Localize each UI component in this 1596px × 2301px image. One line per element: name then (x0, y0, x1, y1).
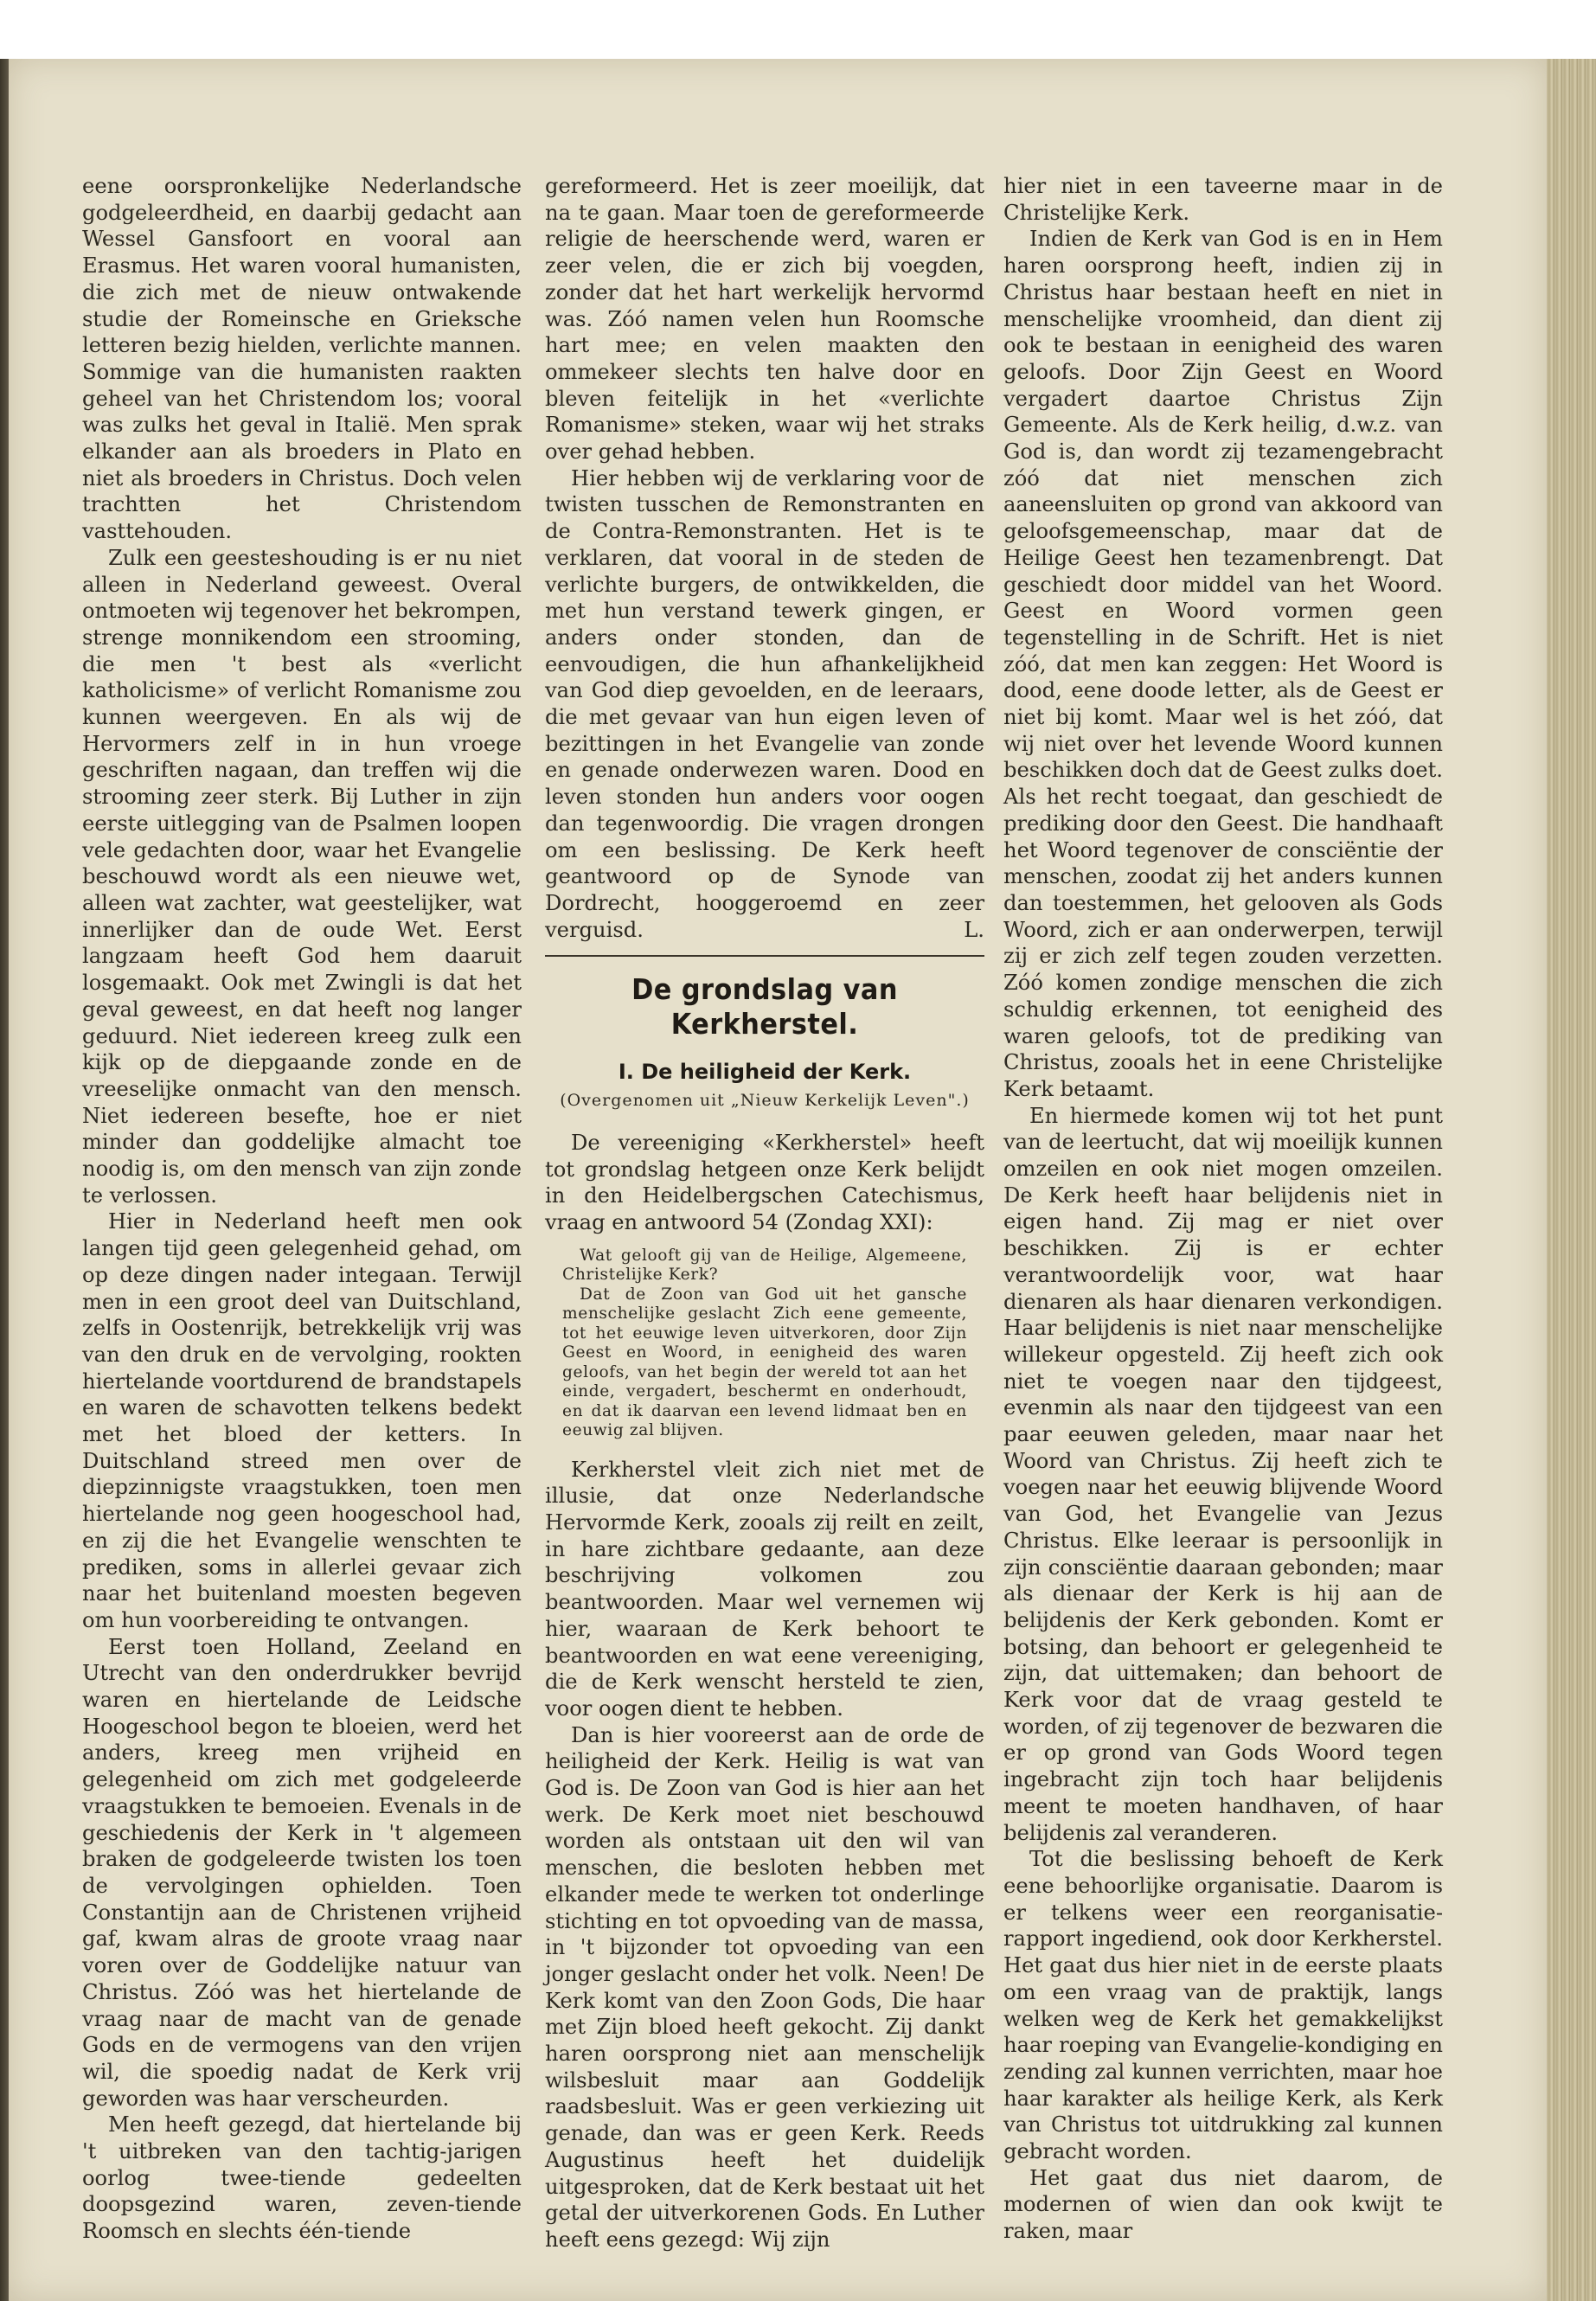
paragraph: En hiermede komen wij tot het punt van de leertucht, dat wij moeilijk kunnen omzeilen en ook niet mogen omzeilen. De Kerk heeft haar belijdenis niet in eigen hand. Zij mag er niet over beschikken. Zij is er echter verantwoordelijk voor, wat haar dienaren als haar dienaren verkondigen. Haar belijdenis is niet naar menschelijke willekeur opgesteld. Zij heeft zich ook niet te voegen naar den tijdgeest, evenmin als naar den tijdgeest van een paar eeuwen geleden, maar naar het Woord van Christus. Zij heeft zich te voegen naar het eeuwig blijvende Woord van God, het Evangelie van Jezus Christus. Elke leeraar is persoonlijk in zijn consciëntie daaraan gebonden; maar als dienaar der Kerk is hij aan de belijdenis der Kerk gebonden. Komt er botsing, dan behoort er gelegenheid te zijn, dat uittemaken; dan behoort de Kerk voor dat de vraag gesteld te worden, of zij tegenover de bezwaren die er op grond van Gods Woord tegen ingebracht zijn toch haar belijdenis meent te moeten handhaven, of haar belijdenis zal veranderen. (1003, 1103, 1443, 1845)
paragraph: hier niet in een taveerne maar in de Christelijke Kerk. (1003, 174, 1443, 225)
catechism-quote (562, 1247, 967, 1441)
article-source: (Overgenomen uit „Nieuw Kerkelijk Leven".) (560, 1091, 970, 1111)
paragraph-text: Hier hebben wij de verklaring voor de twisten tusschen de Remonstranten en de Contra-Remonstranten. Het is te verklaren, dat vooral in de steden de verlichte burgers, de ontwikkelden, die met hun verstand tewerk gingen, er anders onder stonden, dan de eenvoudigen, die hun afhankelijkheid van God diep gevoelden, en de leeraars, die met gevaar van hun eigen leven of bezittingen in het Evangelie van zonde en genade onderwezen waren. Dood en leven stonden hun anders voor oogen dan tegenwoordig. Die vragen drongen om een beslissing. De Kerk heeft geantwoord op de Synode van Dordrecht, hooggeroemd en zeer verguisd. (545, 465, 984, 942)
quote-answer: Dat de Zoon van God uit het gansche menschelijke geslacht Zich eene gemeente, tot het eeuwige leven uitverkoren, door Zijn Geest en Woord, in eenigheid des waren geloofs, van het begin der wereld tot aan het einde, vergadert, beschermt en onderhoudt, en dat ik daarvan een levend lidmaat ben en eeuwig zal blijven. (562, 1285, 967, 1440)
paragraph: gereformeerd. Het is zeer moeilijk, dat na te gaan. Maar toen de gereformeerde religie de heerschende werd, waren er zeer velen, die er zich bij voegden, zonder dat het hart werkelijk hervormd was. Zóó namen velen hun Roomsche hart mee; en velen maakten den ommekeer slechts ten halve door en bleven feitelijk in het «verlichte Romanisme» steken, waar wij het straks over gehad hebben. (545, 174, 984, 465)
section-divider (545, 955, 984, 957)
author-signature: L. (964, 917, 984, 942)
column-3 (1003, 173, 1443, 2245)
paragraph: Zulk een geesteshouding is er nu niet alleen in Nederland geweest. Overal ontmoeten wij tegenover het bekrompen, strenge monnikendom een strooming, die men 't best als «verlicht katholicisme» of verlicht Romanisme zou kunnen weergeven. En als wij de Hervormers zelf in in hun vroege geschriften nagaan, dan treffen wij die strooming zeer sterk. Bij Luther in zijn eerste uitlegging van de Psalmen loopen vele gedachten door, waar het Evangelie beschouwd wordt als een nieuwe wet, alleen wat zachter, wat geestelijker, wat innerlijker dan de oude Wet. Eerst langzaam heeft God hem daaruit losgemaakt. Ook met Zwingli is dat het geval geweest, en dat heeft nog langer geduurd. Niet iedereen kreeg zulk een kijk op de diepgaande zonde en de vreeselijke onmacht van den mensch. Niet iedereen besefte, hoe er niet minder dan goddelijke almacht toe noodig is, om den mensch van zijn zonde te verlossen. (82, 545, 522, 1208)
column-1 (82, 173, 522, 2245)
paragraph: Eerst toen Holland, Zeeland en Utrecht van den onderdrukker bevrijd waren en hiertelande de Leidsche Hoogeschool begon te bloeien, werd het anders, kreeg men vrijheid en gelegenheid om zich met godgeleerde vraagstukken te bemoeien. Evenals in de geschiedenis der Kerk in 't algemeen braken de godgeleerde twisten los toen de vervolgingen ophielden. Toen Constantijn aan de Christenen vrijheid gaf, kwam alras de groote vraag naar voren over de Goddelijke natuur van Christus. Zóó was het hiertelande de vraag naar de macht van de genade Gods en de vermogens van den vrijen wil, die spoedig nadat de Kerk vrij geworden was haar verscheurden. (82, 1634, 522, 2111)
quote-question: Wat gelooft gij van de Heilige, Algemeene, Christelijke Kerk? (562, 1246, 967, 1285)
scan-top-margin (0, 0, 1596, 59)
paragraph: Dan is hier vooreerst aan de orde de heiligheid der Kerk. Heilig is wat van God is. De Zoon van God is hier aan het werk. De Kerk moet niet beschouwd worden als ontstaan uit den wil van menschen, die besloten hebben met elkander mede te werken tot onderlinge stichting en tot opvoeding van de massa, in 't bijzonder tot opvoeding van een jonger geslacht onder het volk. Neen! De Kerk komt van den Zoon Gods, Die haar met Zijn bloed heeft gekocht. Zij dankt haren oorsprong niet aan menschelijk wilsbesluit maar aan Goddelijk raadsbesluit. Was er geen verkiezing uit genade, dan was er geen Kerk. Reeds Augustinus heeft het duidelijk uitgesproken, dat de Kerk bestaat uit het getal der uitverkorenen Gods. En Luther heeft eens gezegd: Wij zijn (545, 1722, 984, 2252)
paragraph: De vereeniging «Kerkherstel» heeft tot grondslag hetgeen onze Kerk belijdt in den Heidelbergschen Catechismus, vraag en antwoord 54 (Zondag XXI): (545, 1130, 984, 1234)
paragraph: Indien de Kerk van God is en in Hem haren oorsprong heeft, indien zij in Christus haar bestaan heeft en niet in menschelijke vroomheid, dan dient zij ook te bestaan in eenigheid des waren geloofs. Door Zijn Geest en Woord vergadert daartoe Christus Zijn Gemeente. Als de Kerk heilig, d.w.z. van God is, dan wordt zij tezamengebracht zóó dat niet menschen zich aaneensluiten op grond van akkoord van geloofsgemeenschap, maar dat de Heilige Geest hen tezamenbrengt. Dat geschiedt door middel van het Woord. Geest en Woord vormen geen tegenstelling in de Schrift. Het is niet zóó, dat men kan zeggen: Het Woord is dood, eene doode letter, als de Geest er niet bij komt. Maar wel is het zóó, dat wij niet over het levende Woord kunnen beschikken doch dat de Geest zulks doet. Als het recht toegaat, dan geschiedt de prediking door den Geest. Die handhaaft het Woord tegenover de consciëntie der menschen, zoodat zij het anders kunnen dan toestemmen, het gelooven als Gods Woord, zich er aan onderwerpen, terwijl zij er zich zelf tegen zouden verzetten. Zóó komen zondige menschen die zich schuldig erkennen, tot eenigheid des waren geloofs, tot de prediking van Christus, zooals het in eene Christelijke Kerk betaamt. (1003, 227, 1443, 1101)
column-2 (545, 173, 984, 2253)
paragraph: Men heeft gezegd, dat hiertelande bij 't uitbreken van den tachtig-jarigen oorlog twee-tiende gedeelten doopsgezind waren, zeven-tiende Roomsch en slechts één-tiende (82, 2112, 522, 2244)
article-title: De grondslag van Kerkherstel. (631, 972, 898, 1042)
paragraph: Hier in Nederland heeft men ook langen tijd geen gelegenheid gehad, om op deze dingen nader integaan. Terwijl men in een groot deel van Duitschland, zelfs in Oostenrijk, betrekkelijk vrij was van den druk en de vervolging, rookten hiertelande voortdurend de brandstapels en waren de schavotten telkens bedekt met het bloed der ketters. In Duitschland streed men over de diepzinnigste vraagstukken, toen men hiertelande nog geen hoogeschool had, en zij die het Evangelie wenschten te prediken, soms in allerlei gevaar zich naar het buitenland moesten begeven om hun voorbereiding te ontvangen. (82, 1209, 522, 1632)
bound-volume-edge (1547, 59, 1596, 2301)
paragraph: eene oorspronkelijke Nederlandsche godgeleerdheid, en daarbij gedacht aan Wessel Gansfoort en vooral aan Erasmus. Het waren vooral humanisten, die zich met de nieuw ontwakende studie der Romeinsche en Grieksche letteren bezig hielden, verlichte mannen. Sommige van die humanisten raakten geheel van het Christendom los; vooral was zulks het geval in Italië. Men sprak elkander aan als broeders in Plato en niet als broeders in Christus. Doch velen trachtten het Christendom vasttehouden. (82, 174, 522, 544)
paragraph: Het gaat dus niet daarom, de modernen of wien dan ook kwijt te raken, maar (1003, 2165, 1443, 2244)
paragraph: Kerkherstel vleit zich niet met de illusie, dat onze Nederlandsche Hervormde Kerk, zooals zij reilt en zeilt, in hare zichtbare gedaante, aan deze beschrijving volkomen zou beantwoorden. Maar wel vernemen wij hier, waaraan de Kerk behoort te beantwoorden en wat eene vereeniging, die de Kerk wenscht hersteld te zien, voor oogen dient te hebben. (545, 1457, 984, 1721)
article-subtitle: I. De heiligheid der Kerk. (618, 1060, 912, 1085)
paragraph: Tot die beslissing behoeft de Kerk eene behoorlijke organisatie. Daarom is er telkens weer een reorganisatie-rapport ingediend, ook door Kerkherstel. Het gaat dus hier niet in de eerste plaats om een vraag van de praktijk, langs welken weg de Kerk het gemakkelijkst haar roeping van Evangelie-kondiging en zending zal kunnen verrichten, maar hoe haar karakter als heilige Kerk, als Kerk van Christus tot uitdrukking zal kunnen gebracht worden. (1003, 1847, 1443, 2164)
signed-paragraph (545, 465, 984, 944)
